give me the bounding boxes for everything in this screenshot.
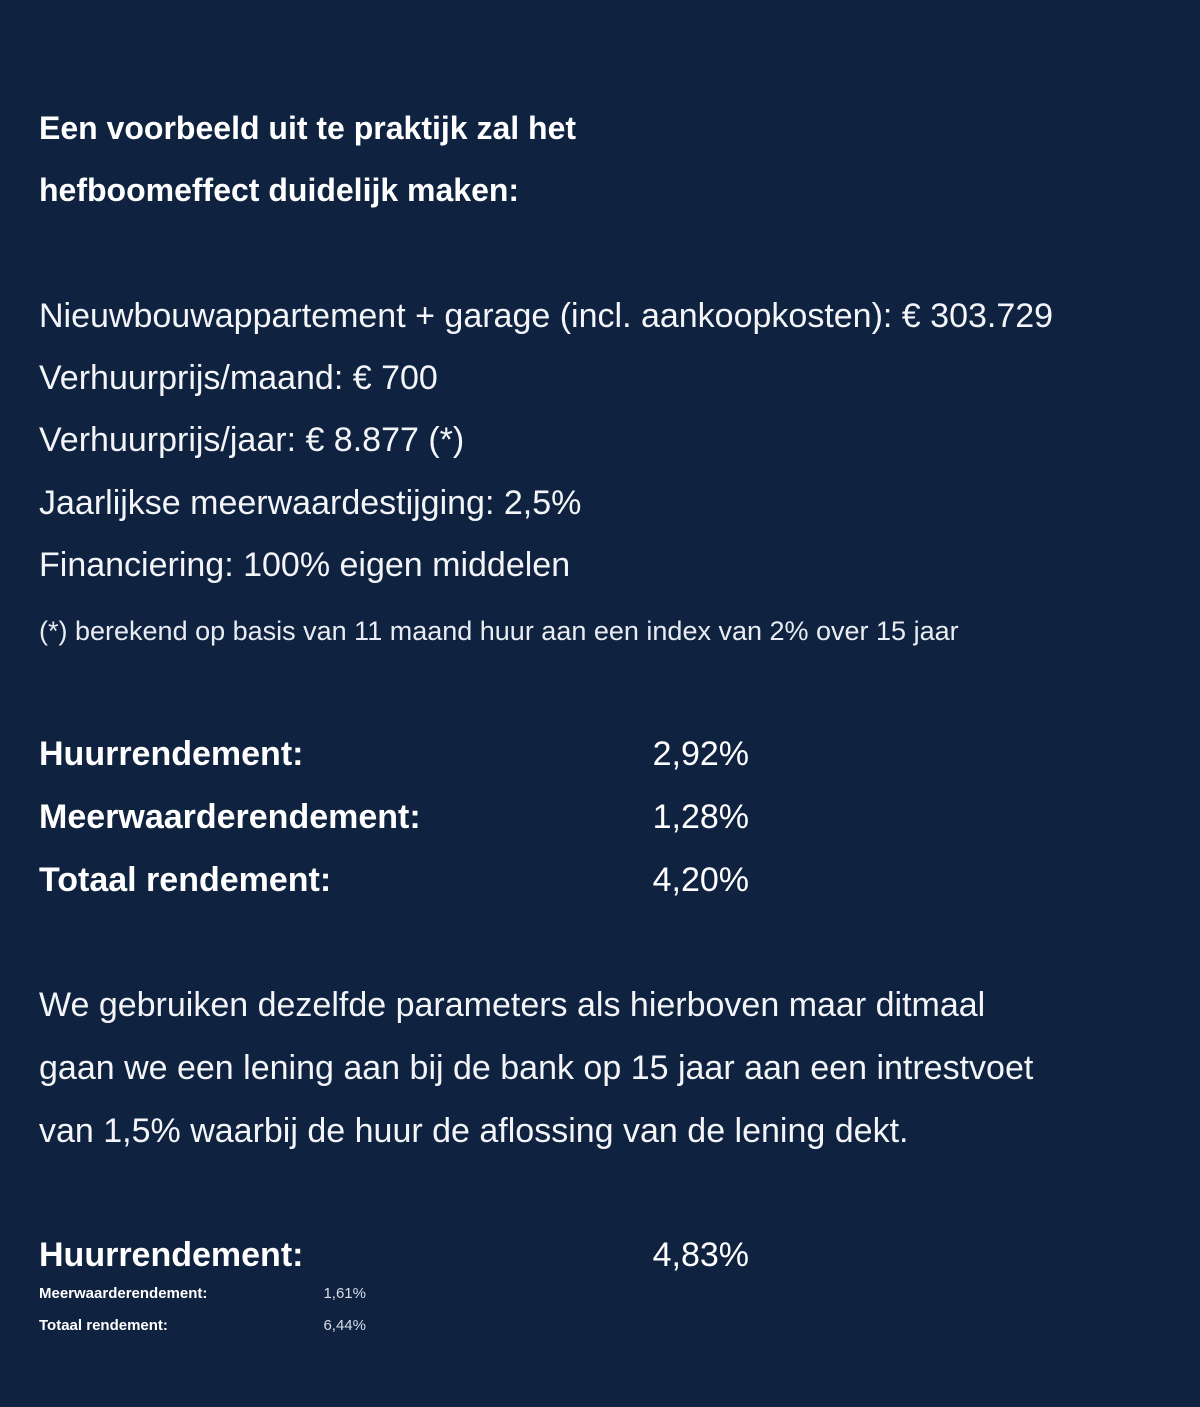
result-label: Huurrendement: [39, 735, 304, 773]
loan-paragraph-line-1: We gebruiken dezelfde parameters als hierboven maar ditmaal [39, 986, 986, 1024]
result-value: 4,20% [652, 861, 749, 899]
result-label: Huurrendement: [39, 1236, 304, 1274]
param-monthly-rent: Verhuurprijs/maand: € 700 [39, 359, 438, 397]
param-yearly-rent: Verhuurprijs/jaar: € 8.877 (*) [39, 421, 465, 459]
param-appreciation: Jaarlijkse meerwaardestijging: 2,5% [39, 484, 582, 522]
intro-heading-line-2: hefboomeffect duidelijk maken: [39, 172, 520, 208]
result-label: Totaal rendement: [39, 861, 332, 899]
result-value: 2,92% [652, 735, 749, 773]
result-label: Totaal rendement: [39, 1317, 168, 1334]
footnote: (*) berekend op basis van 11 maand huur aan een index van 2% over 15 jaar [39, 616, 959, 646]
result-label: Meerwaarderendement: [39, 1285, 208, 1302]
result-value: 1,61% [323, 1285, 366, 1302]
result-value: 1,28% [652, 798, 749, 836]
intro-heading-line-1: Een voorbeeld uit te praktijk zal het [39, 110, 577, 146]
loan-paragraph-line-3: van 1,5% waarbij de huur de aflossing van de lening dekt. [39, 1112, 909, 1150]
param-purchase-price: Nieuwbouwappartement + garage (incl. aankoopkosten): € 303.729 [39, 297, 1054, 335]
result-value: 4,83% [652, 1236, 749, 1274]
result-value: 6,44% [323, 1317, 366, 1334]
param-financing: Financiering: 100% eigen middelen [39, 546, 571, 584]
loan-paragraph-line-2: gaan we een lening aan bij de bank op 15 jaar aan een intrestvoet [39, 1049, 1034, 1087]
result-label: Meerwaarderendement: [39, 798, 421, 836]
